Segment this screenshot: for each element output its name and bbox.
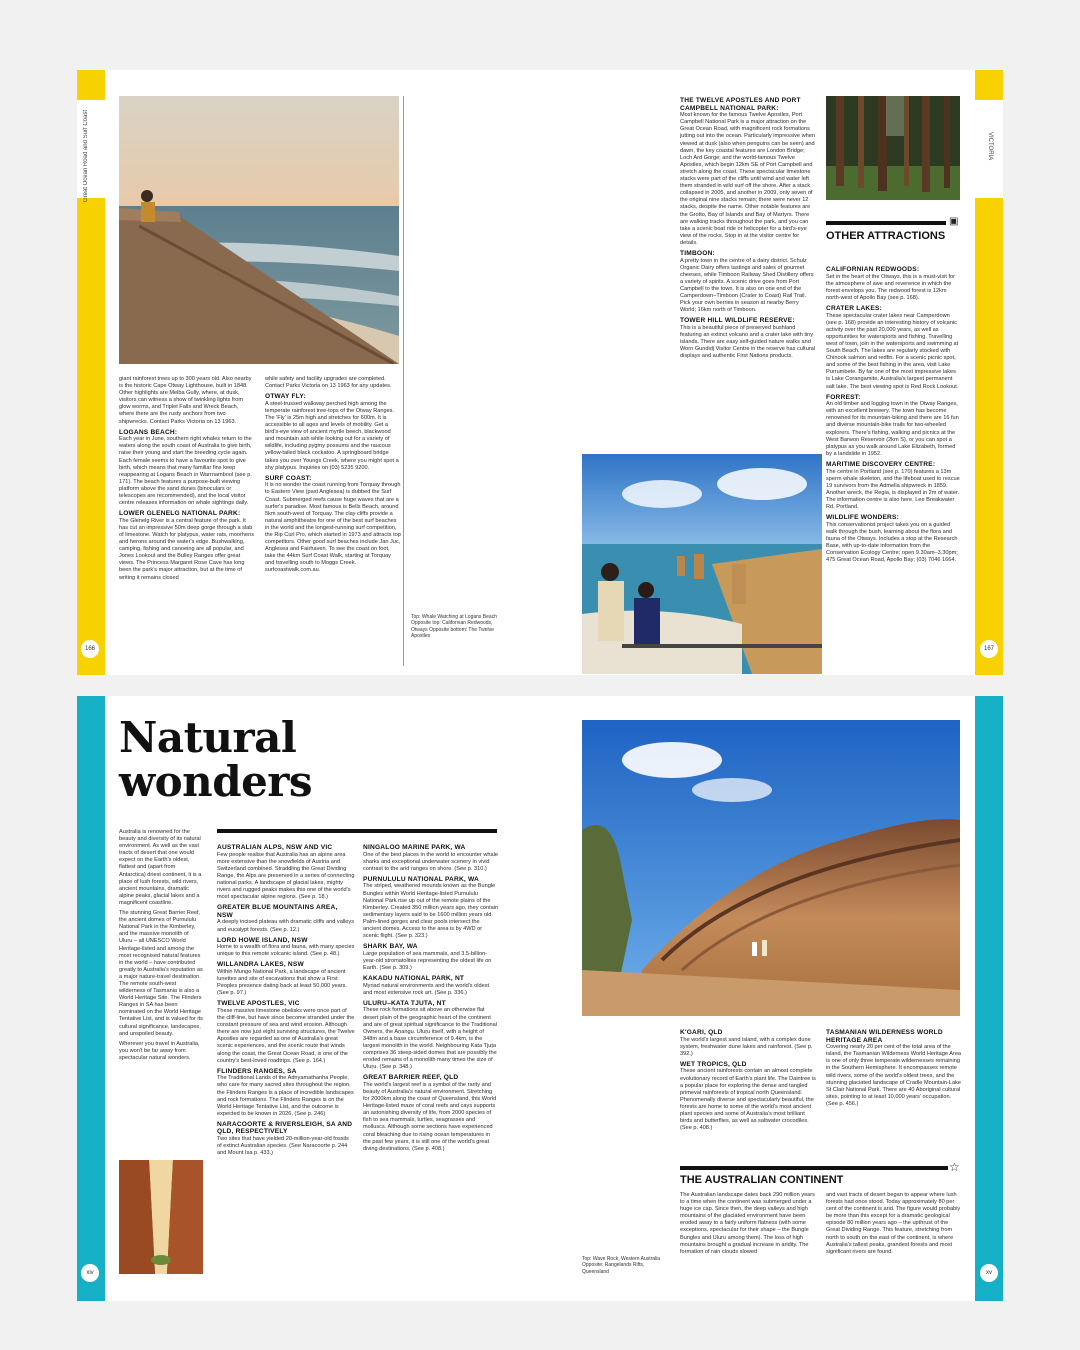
photo-whale-watching	[119, 96, 399, 364]
column-3	[680, 94, 816, 454]
page-number-right: xv	[980, 1264, 998, 1282]
column-1	[119, 376, 255, 666]
entry-paragraph: Most known for the famous Twelve Apostles, Port Campbell National Park is a major attraction on the Great Ocean Road, with magnificent rock formations jutting out into the ocean. Particularly impressive when viewed at dusk (also when penguins can be seen) and dawn, the key coastal features are London Bridge; Loch Ard Gorge; and the world-famous Twelve Apostles, which begin 12km SE of Port Campbell and stretch along the coast. These spectacular limestone stacks were part of the cliffs until wind and water left them stranded in wild surf off the shore. After a stack collapsed in 2005, and another in 2009, only seven of the original nine stacks remain; there were never 12 stacks, despite the name. Other notable features are the Grotto, Bay of Islands and Bay of Martyrs. There are walking tracks throughout the park, and you can take a scenic boat ride or helicopter for a bird's-eye view of the rocks. Stop in at the visitor centre for details.	[680, 112, 815, 246]
page-title: Natural wonders	[119, 713, 313, 806]
column-divider	[403, 96, 404, 666]
entry-paragraph: while safety and facility upgrades are completed. Contact Parks Victoria on 13 1963 for any updates.	[265, 376, 392, 390]
page-number-left: 166	[81, 640, 99, 658]
photo-caption: Top: Wave Rock, Western Australia Opposite: Rangelands Rifts, Queensland	[582, 1256, 661, 1275]
left-page-tab-lower	[77, 198, 105, 675]
entry-heading: K'GARI, QLD	[680, 1029, 723, 1036]
entry-paragraph: Few people realise that Australia has an alpine area more extensive than the snowfields of Austria and Switzerland combined. Straddling the Great Dividing Range, the Alps are preserved in a series of connecting national parks. A landscape of glacial lakes, mighty rivers and rugged peaks makes this one of the world's most spectacular alpine regions. (See p. 18.)	[217, 851, 355, 901]
entry-heading: OTWAY FLY:	[265, 393, 306, 401]
left-page-tab	[77, 70, 105, 100]
entry-paragraph: Two sites that have yielded 20-million-year-old fossils of extinct Australian species. (See Naracoorte p. 244 and Mount Isa p. 433.)	[217, 1136, 349, 1157]
entry-heading: PURNULULU NATIONAL PARK, WA	[363, 875, 480, 883]
entry-paragraph: The centre in Portland (see p. 170) features a 13m sperm whale skeleton, and the lifeboat used to rescue 19 survivors from the Admella shipwreck in 1859. Another wreck, the Regia, is displayed in 2m of water. The information centre is also here. Lee Breakwater Rd, Portland.	[826, 468, 960, 510]
intro-paragraph: The stunning Great Barrier Reef, the ancient domes of Purnululu National Park in the Kimberley, and the massive monolith of Uluru – all UNESCO World Heritage-listed and among the most recognised natural features in the world – have contributed greatly to Australia's reputation as a major nature-travel destination. The remote south-west wilderness of Tasmania is also a World Heritage Site. The Flinders Ranges in SA has been nominated on the World Heritage Tentative List, and is valued for its cultural significance, landscapes, and unspoiled beauty.	[119, 910, 203, 1037]
entry-paragraph: An old timber and logging town in the Otway Ranges, with an excellent brewery. The town has become renowned for its mountain-biking and there are 16 fun and diverse mountain-bike trails for two-wheeled explorers. There's fishing, walking and picnics at the West Barwon Reservoir (2km S), or you can spot a platypus as you walk around Lake Elizabeth, formed by a landslide in 1952.	[826, 401, 959, 457]
entry-paragraph: This is a beautiful piece of preserved bushland featuring an extinct volcano and a crater lake with tiny islands. There are easy self-guided nature walks and Worn Gundidj Visitor Centre in the reserve has cultural displays and authentic First Nations products.	[680, 324, 816, 360]
entry-heading: TOWER HILL WILDLIFE RESERVE:	[680, 317, 795, 325]
entry-heading: LOGANS BEACH:	[119, 428, 178, 436]
entry-heading: TWELVE APOSTLES, VIC	[217, 1000, 300, 1008]
intro-paragraph: Wherever you travel in Australia, you won't be far away from spectacular natural wonders.	[119, 1040, 200, 1061]
photo-rangelands-rifts	[119, 1160, 203, 1274]
entry-paragraph: A deeply incised plateau with dramatic cliffs and valleys and eucalypt forests. (See p. 12.)	[217, 919, 355, 933]
entry-paragraph: The world's largest reef is a symbol of the rarity and beauty of Australia's natural environment. Stretching for 2000km along the coast of Queensland, this World Heritage-listed maze of coral reefs and cays supports an astonishing diversity of life, from 2000 species of fish to sea mammals, turtles, seagrasses and molluscs. Although some sections have experienced coral bleaching due to rising ocean temperatures in the past few years, it is still one of the world's great diving destinations. (See p. 408.)	[363, 1081, 497, 1152]
entry-paragraph: The striped, weathered mounds known as the Bungle Bungles within World Heritage-listed Purnululu National Park rise up out of the remote plains of the Kimberley. Created 350 million years ago, they contain sedimentary layers said to be 1600 million years old. Palm-lined gorges and clear pools intersect the ancient domes. Access to the area is by 4WD or scenic flight. (See p. 323.)	[363, 883, 499, 940]
entry-paragraph: A steel-trussed walkway perched high among the temperate rainforest tree-tops of the Otway Ranges. The 'Fly' is 25m high and stretches for 600m. It is accessible to all ages and levels of mobility. Get a bird's-eye view of ancient myrtle beech, blackwood and mountain ash while looking out for a variety of wildlife, including pygmy possums and the raucous yellow-tailed black cockatoo. A springboard bridge takes you over Youngs Creek, where you might spot a shy platypus. Inquiries on (03) 5235 9200.	[265, 400, 399, 471]
right-page-tab	[975, 696, 1003, 1301]
continent-paragraph: and vast tracts of desert began to appear where lush forests had once stood. Today approximately 80 per cent of the continent is arid. The figure would probably be more than this except for a dramatic geological episode 80 million years ago – the upthrust of the Great Dividing Range. This feature, stretching from north to south on the east of the continent, is where Australia's tallest peaks, grandest forests and most significant rivers are found.	[826, 1192, 961, 1255]
running-head-right: VICTORIA	[987, 132, 993, 161]
entry-heading: WET TROPICS, QLD	[680, 1060, 747, 1068]
entry-heading: GREATER BLUE MOUNTAINS AREA, NSW	[217, 904, 338, 919]
entry-paragraph: giant rainforest trees up to 300 years old. Also nearby is the historic Cape Otway Lighthouse, built in 1848. Other highlights are Melba Gully, where, at dusk, visitors can witness a show of twinkling lights from glow worms, and Triplet Falls and Wreck Beach, where there are the rusty anchors from two shipwrecks. Contact Parks Victoria on 13 1963.	[119, 376, 252, 425]
entry-paragraph: These ancient rainforests contain an almost complete evolutionary record of Earth's plant life. The Daintree is a popular place for exploring the dense and tangled primeval rainforests of tropical north Queensland. Phenomenally diverse and spectacularly beautiful, the forests are home to some of the world's most ancient plant species and some of Australia's most brilliant birds and butterflies, as well as saltwater crocodiles. (See p. 408.)	[680, 1068, 816, 1132]
section-rule	[217, 829, 497, 833]
section-title-australian-continent: THE AUSTRALIAN CONTINENT	[680, 1174, 844, 1186]
spread-natural-wonders	[77, 696, 1003, 1301]
entry-paragraph: This conservationist project takes you on a guided walk through the bush, learning about the flora and fauna of the Otways. Includes a stop at the Research Base, with up-to-date information from the Conservation Ecology Centre; open 9.30am–3.30pm; 475 Great Ocean Road, Apollo Bay; (03) 7046 1664.	[826, 521, 958, 564]
photo-wave-rock	[582, 720, 960, 1016]
entry-heading: ULURU–KATA TJUTA, NT	[363, 999, 446, 1007]
page-number-right: 167	[980, 640, 998, 658]
entry-paragraph: One of the best places in the world to encounter whale sharks and exceptional underwater scenery in vivid contrast to the arid ranges on shore. (See p. 310.)	[363, 851, 498, 872]
entry-heading: AUSTRALIAN ALPS, NSW AND VIC	[217, 844, 333, 851]
intro-column	[119, 829, 203, 1159]
entry-paragraph: It is no wonder the coast running from Torquay through to Eastern View (past Anglesea) is dubbed the Surf Coast. Submerged reefs cause huge waves that are a surfer's paradise. Most famous is Bells Beach, around 5km south-west of Torquay. The clay cliffs provide a natural amphitheatre for one of the best surf beaches in the world and the longest-running surf competition, the Rip Curl Pro, which started in 1973 and attracts top competitors. Other good surf beaches include Jan Juc, Anglesea and Fairhaven. To see the coast on foot, take the 44km Surf Coast Walk, starting at Torquay and travelling south to Moggs Creek. surfcoastwalk.com.au.	[265, 482, 401, 574]
entry-heading: NINGALOO MARINE PARK, WA	[363, 844, 466, 851]
entry-paragraph: Myriad natural environments and the world's oldest and most extensive rock art. (See p. 336.)	[363, 982, 490, 996]
entry-paragraph: These spectacular crater lakes near Camperdown (see p. 168) provide an interesting history of volcanic activity over the past 20,000 years, as well as opportunities for watersports and fishing. Travelling west of town, join in the watersports and swimming at South Beach. The lakes are regularly stocked with Chinook salmon and redfin. For a scenic picnic spot, and some of the best fishing in the area, visit Lake Purrumbete. By far one of the most impressive lakes is Lake Corangamite, Australia's largest permanent salt lake. The best viewing spot is Red Rock Lookout.	[826, 312, 959, 390]
entry-heading: LOWER GLENELG NATIONAL PARK:	[119, 510, 241, 518]
spread-great-ocean-road	[77, 70, 1003, 675]
entry-heading: TASMANIAN WILDERNESS WORLD HERITAGE AREA	[826, 1029, 943, 1044]
photo-caption: Top: Whale Watching at Logans Beach Opposite top: Californian Redwoods, Otways Opposite bottom: The Twelve Apostles	[411, 614, 497, 640]
entry-heading: SHARK BAY, WA	[363, 943, 418, 951]
continent-column-1	[680, 1192, 816, 1292]
column-a	[217, 841, 355, 1296]
entry-paragraph: A pretty town in the centre of a dairy district. Schulz Organic Dairy offers tastings and sales of gourmet cheeses, while Timboon Railway Shed Distillery offers a variety of spirits. A scenic drive goes from Port Campbell to the town. It is also on one end of the Camperdown–Timboon (Crater to Coast) Rail Trail. Pick your own berries in season at nearby Berry World; 16km north of Timboon.	[680, 257, 814, 314]
entry-heading: FORREST:	[826, 393, 861, 401]
entry-paragraph: The Traditional Lands of the Adnyamathanha People, who care for many sacred sites throughout the region, the Flinders Ranges is a place of incredible landscapes and rock formations. The Flinders Ranges is on the World Heritage Tentative List, and the outcome is expected to be known in 2026. (See p. 246)	[217, 1075, 354, 1117]
section-rule	[826, 221, 946, 225]
entry-paragraph: Home to a wealth of flora and fauna, with many species unique to this remote volcanic island. (See p. 48.)	[217, 944, 355, 958]
entry-heading: MARITIME DISCOVERY CENTRE:	[826, 460, 936, 468]
entry-heading: TIMBOON:	[680, 249, 715, 257]
continent-paragraph: The Australian landscape dates back 290 million years to a time when the continent was submerged under a huge ice cap. Since then, the deep valleys and high mountains of the glaciated environment have been eroded away to a fairly uniform flatness (with some exceptions, spectacular for their shape – the Bungle Bungles and Uluru among them). The loss of high mountains brought a gradual increase in aridity. The formation of rain clouds slowed	[680, 1192, 815, 1255]
running-head-left: Great Ocean Road and Surf Coast	[83, 110, 89, 203]
entry-heading: LORD HOWE ISLAND, NSW	[217, 936, 308, 944]
right-page-tab	[975, 70, 1003, 100]
column-2	[265, 376, 401, 666]
section-rule	[680, 1166, 948, 1170]
entry-paragraph: Large population of sea mammals, and 3.5-billion-year-old stromatolites representing the oldest life on Earth. (See p. 309.)	[363, 950, 492, 971]
entry-paragraph: Set in the heart of the Otways, this is a must-visit for the atmosphere of awe and reverence in which the forest envelops you. The redwood forest is 12km north-west of Apollo Bay (see p. 168).	[826, 273, 956, 301]
entry-heading: CRATER LAKES:	[826, 304, 882, 312]
section-title-other-attractions: OTHER ATTRACTIONS	[826, 230, 946, 242]
camera-icon: ▣	[949, 216, 959, 227]
entry-heading: THE TWELVE APOSTLES AND PORT CAMPBELL NATIONAL PARK:	[680, 97, 801, 112]
entry-heading: KAKADU NATIONAL PARK, NT	[363, 975, 465, 983]
left-page-tab	[77, 696, 105, 1301]
entry-heading: GREAT BARRIER REEF, QLD	[363, 1074, 459, 1082]
entry-paragraph: Within Mungo National Park, a landscape of ancient lunettes and site of excavations that show a First Peoples presence dating back at least 50,000 years. (See p. 97.)	[217, 969, 347, 997]
entry-paragraph: These massive limestone obelisks were once part of the cliff-line, but have since become stranded under the constant pressure of sea and wind erosion. Although there are now just eight surviving structures, the Twelve Apostles are regarded as one of Australia's great scenic experiences, and the scenic route that winds along the coast, the Great Ocean Road, is one of the country's best-loved roadtrips. (See p. 164.)	[217, 1007, 355, 1064]
entry-heading: FLINDERS RANGES, SA	[217, 1067, 297, 1075]
continent-column-2	[826, 1192, 962, 1292]
entry-heading: CALIFORNIAN REDWOODS:	[826, 266, 920, 273]
entry-paragraph: Covering nearly 20 per cent of the total area of the island, the Tasmanian Wilderness World Heritage Area is one of only three temperate wildernesses remaining in the Southern Hemisphere. It encompasses remote wild rivers, some of the world's oldest trees, and the stunning glaciated landscape of Cradle Mountain-Lake St Clair National Park. There are 40 Aboriginal cultural sites, pointing to at least 10,000 years' occupation. (See p. 456.)	[826, 1044, 962, 1107]
entry-heading: WILDLIFE WONDERS:	[826, 514, 899, 522]
photo-twelve-apostles	[582, 454, 822, 674]
entry-paragraph: Each year in June, southern right whales return to the waters along the south coast of Australia to give birth, raise their young and start the breeding cycle again. Each female seems to have a favourite spot to give birth, which means that many familiar fins keep reappearing at Logans Beach in Warrnambool (see p. 171). The beach features a purpose-built viewing platform above the sand dunes (binoculars or telescopes are recommended), and the local visitor centre releases information on whale sightings daily.	[119, 436, 252, 507]
right-page-tab-lower	[975, 198, 1003, 675]
entry-paragraph: The world's largest sand island, with a complex dune system, freshwater dune lakes and rainforest. (See p. 392.)	[680, 1036, 813, 1057]
column-d	[826, 1026, 962, 1156]
entry-heading: SURF COAST:	[265, 474, 312, 482]
entry-paragraph: These rock formations sit above an otherwise flat desert plain of the geographic heart of the continent and are of great spiritual significance to the Traditional Owners, the Aṉangu. Uluṟu itself, with a height of 348m and a base circumference of 9.4km, is the largest monolith in the world. Neighbouring Kata Tjuṯa comprises 36 steep-sided domes that are possibly the eroded remains of a monolith many times the size of Uluṟu. (See p. 348.)	[363, 1007, 498, 1071]
star-icon: ☆	[949, 1160, 960, 1174]
column-b	[363, 841, 499, 1296]
page-number-left: xiv	[81, 1264, 99, 1282]
entry-heading: NARACOORTE & RIVERSLEIGH, SA AND QLD, RESPECTIVELY	[217, 1120, 353, 1136]
column-4	[826, 263, 960, 663]
photo-californian-redwoods	[826, 96, 960, 200]
entry-heading: WILLANDRA LAKES, NSW	[217, 961, 304, 969]
entry-paragraph: The Glenelg River is a central feature of the park. It has cut an impressive 50m deep gorge through a slab of limestone. Watch for platypus, water rats, moorhens and herons around the water's edge. Bushwalking, camping, fishing and canoeing are all popular, and Jones Lookout and the Bulley Ranges offer great views. The Princess Margaret Rose Cave has long been the park's major attraction, but at the time of writing it remains closed	[119, 517, 255, 581]
column-c	[680, 1026, 816, 1156]
intro-paragraph: Australia is renowned for the beauty and diversity of its natural environment. As well as the vast tracts of desert that one would expect on the Earth's oldest, flattest and (apart from Antarctica) driest continent, it is a place of lush forests, wild rivers, ancient mountains, dramatic alpine peaks, glacial lakes and a magnificent coastline.	[119, 829, 202, 906]
